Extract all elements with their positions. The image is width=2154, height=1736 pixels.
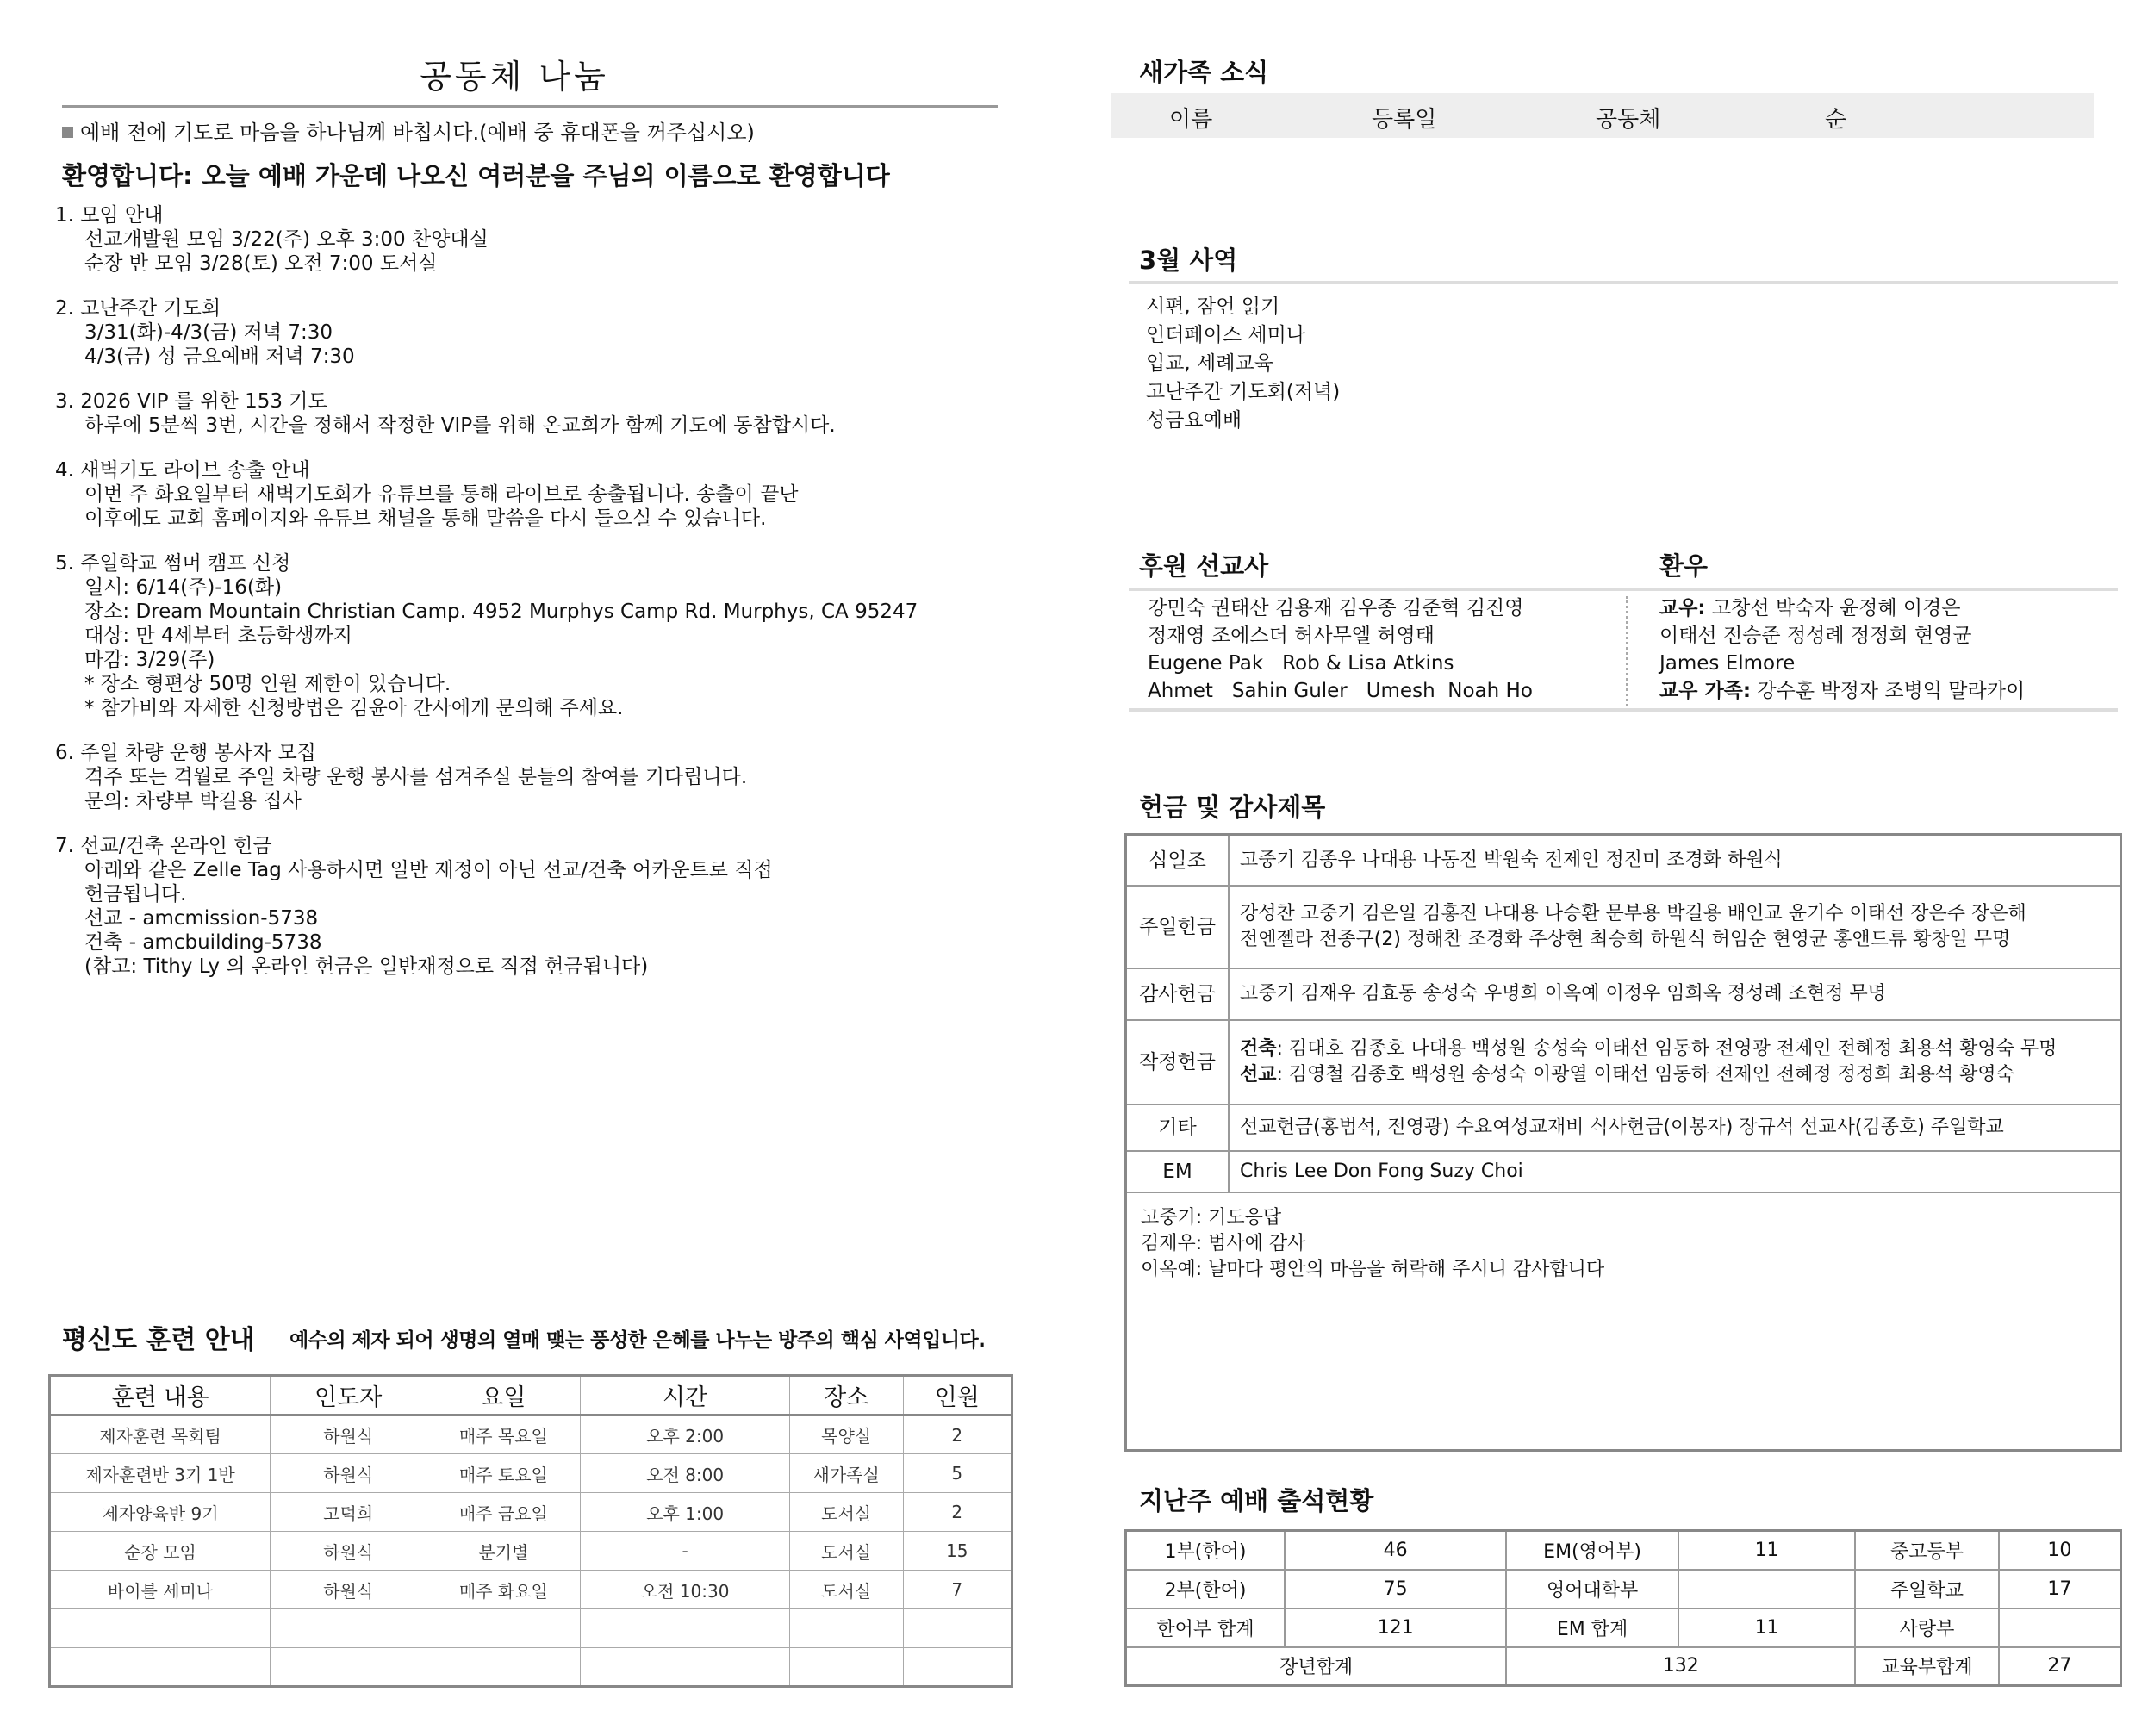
attendance-cell: 1부(한어) <box>1126 1531 1286 1570</box>
missionaries-top-divider <box>1129 588 2118 591</box>
table-row <box>50 1648 1012 1687</box>
list-item: 이옥예: 날마다 평안의 마음을 허락해 주시니 감사합니다 <box>1141 1259 1605 1280</box>
training-cell: 제자훈련 목회팀 <box>50 1416 271 1454</box>
training-cell: 목양실 <box>789 1416 903 1454</box>
announcement-detail: 3/31(화)-4/3(금) 저녁 7:30 <box>84 321 333 344</box>
training-table <box>48 1374 1013 1688</box>
training-cell <box>50 1648 271 1687</box>
square-bullet-icon <box>62 127 73 138</box>
announcement-detail: 헌금됩니다. <box>84 883 187 905</box>
list-item: 시편, 잠언 읽기 <box>1146 296 1280 318</box>
announcement-detail: 일시: 6/14(주)-16(화) <box>84 576 283 599</box>
attendance-cell: 132 <box>1506 1647 1855 1686</box>
new-family-col-name: 이름 <box>1169 107 1213 133</box>
list-item: 정재영 조에스더 허사무엘 허영태 <box>1148 625 1435 647</box>
offering-names: Chris Lee Don Fong Suzy Choi <box>1229 1151 2120 1192</box>
attendance-cell: 11 <box>1678 1531 1855 1570</box>
table-row <box>1127 836 2120 886</box>
announcement-item <box>55 834 1003 979</box>
sick-label: 교우: <box>1659 597 1706 619</box>
attendance-cell: 27 <box>1999 1647 2121 1686</box>
training-cell: 도서실 <box>789 1532 903 1571</box>
missionaries-bottom-divider <box>1129 708 2118 712</box>
offering-names-line <box>1240 1036 2109 1062</box>
attendance-cell: 17 <box>1999 1570 2121 1608</box>
training-cell: 하원식 <box>271 1571 426 1609</box>
list-item: 이태선 전승준 정성례 정정희 현영균 <box>1659 625 1972 647</box>
announcement-detail: (참고: Tithy Ly 의 온라인 헌금은 일반재정으로 직접 헌금됩니다) <box>84 955 649 978</box>
training-header-cell: 시간 <box>581 1376 789 1416</box>
announcement-heading: 5. 주일학교 썸머 캠프 신청 <box>55 552 291 575</box>
table-row <box>50 1571 1012 1609</box>
pledge-mission-names: : 김영철 김종호 백성원 송성숙 이광열 이태선 임동하 전제인 전혜정 정정희 최용석 황영숙 <box>1276 1064 2014 1086</box>
announcement-detail: 선교개발원 모임 3/22(주) 오후 3:00 찬양대실 <box>84 228 489 251</box>
training-header-cell: 인원 <box>903 1376 1012 1416</box>
announcement-item <box>55 203 1003 276</box>
announcement-heading: 2. 고난주간 기도회 <box>55 297 221 320</box>
training-cell <box>581 1609 789 1648</box>
table-row <box>50 1609 1012 1648</box>
announcement-detail: 격주 또는 격월로 주일 차량 운행 봉사를 섬겨주실 분들의 참여를 기다립니다. <box>84 766 748 788</box>
training-cell <box>271 1648 426 1687</box>
list-item: Ahmet Sahin Guler Umesh Noah Ho <box>1148 680 1533 702</box>
offering-names-line: 전엔젤라 전종구(2) 정해찬 조경화 주상현 최승희 하원식 허임순 현영균 홍앤드류 황창일 무명 <box>1240 929 2011 950</box>
offering-names <box>1229 886 2120 968</box>
training-header-cell: 요일 <box>426 1376 581 1416</box>
list-item <box>1659 677 2025 705</box>
table-row <box>1127 1151 2120 1192</box>
table-row <box>50 1493 1012 1532</box>
attendance-cell: 11 <box>1678 1608 1855 1647</box>
list-item: James Elmore <box>1659 652 1796 675</box>
training-cell <box>789 1609 903 1648</box>
announcement-heading: 6. 주일 차량 운행 봉사자 모집 <box>55 742 316 764</box>
training-cell: 매주 화요일 <box>426 1571 581 1609</box>
new-family-col-date: 등록일 <box>1372 107 1437 133</box>
announcement-heading: 3. 2026 VIP 를 위한 153 기도 <box>55 390 327 413</box>
list-item: 인터페이스 세미나 <box>1146 324 1306 346</box>
announcement-detail: * 참가비와 자세한 신청방법은 김윤아 간사에게 문의해 주세요. <box>84 697 624 719</box>
attendance-cell: EM 합계 <box>1506 1608 1678 1647</box>
training-cell: 오전 8:00 <box>581 1454 789 1493</box>
training-cell: 하원식 <box>271 1416 426 1454</box>
title-divider <box>62 105 998 108</box>
announcement-detail: 건축 - amcbuilding-5738 <box>84 931 322 954</box>
sick-names: 강수훈 박정자 조병익 말라카이 <box>1751 680 2026 702</box>
announcement-item <box>55 741 1003 813</box>
training-cell <box>426 1609 581 1648</box>
training-subtitle: 예수의 제자 되어 생명의 열매 맺는 풍성한 은혜를 나누는 방주의 핵심 사역입니다. <box>289 1329 986 1352</box>
announcement-detail: 장소: Dream Mountain Christian Camp. 4952 Murphys Camp Rd. Murphys, CA 95247 <box>84 600 918 623</box>
attendance-cell: 2부(한어) <box>1126 1570 1286 1608</box>
attendance-title: 지난주 예배 출석현황 <box>1139 1486 1374 1515</box>
offering-label: 주일헌금 <box>1127 886 1229 968</box>
training-cell: 분기별 <box>426 1532 581 1571</box>
sick-label: 교우 가족: <box>1659 680 1752 702</box>
training-cell: 7 <box>903 1571 1012 1609</box>
training-cell: 순장 모임 <box>50 1532 271 1571</box>
attendance-cell: 영어대학부 <box>1506 1570 1678 1608</box>
attendance-cell <box>1999 1608 2121 1647</box>
page-title: 공동체 나눔 <box>420 58 609 96</box>
training-cell: 매주 금요일 <box>426 1493 581 1532</box>
training-header-cell: 장소 <box>789 1376 903 1416</box>
training-cell: 제자양육반 9기 <box>50 1493 271 1532</box>
attendance-cell: 사랑부 <box>1855 1608 1999 1647</box>
sick-names: 고창선 박숙자 윤정혜 이경은 <box>1705 597 1961 619</box>
table-row <box>50 1454 1012 1493</box>
list-item: 김재우: 범사에 감사 <box>1141 1233 1306 1254</box>
training-cell: 제자훈련반 3기 1반 <box>50 1454 271 1493</box>
training-cell: 5 <box>903 1454 1012 1493</box>
training-cell <box>903 1609 1012 1648</box>
attendance-cell: 교육부합계 <box>1855 1647 1999 1686</box>
new-family-title: 새가족 소식 <box>1139 58 1269 87</box>
training-title: 평신도 훈련 안내 <box>62 1325 255 1355</box>
announcement-detail: 마감: 3/29(주) <box>84 649 215 671</box>
attendance-cell: 46 <box>1285 1531 1506 1570</box>
table-row <box>1127 968 2120 1020</box>
new-family-col-group: 순 <box>1825 107 1847 133</box>
training-cell <box>581 1648 789 1687</box>
offering-label: EM <box>1127 1151 1229 1192</box>
table-row <box>1127 1104 2120 1151</box>
sick-members-title: 환우 <box>1659 551 1709 581</box>
attendance-table <box>1124 1529 2122 1687</box>
announcement-item <box>55 389 1003 438</box>
announcement-detail: 선교 - amcmission-5738 <box>84 907 319 930</box>
training-cell: 도서실 <box>789 1493 903 1532</box>
offering-label: 십일조 <box>1127 836 1229 886</box>
list-item <box>1659 594 2025 622</box>
list-item: 고난주간 기도회(저녁) <box>1146 381 1341 403</box>
announcement-detail: 아래와 같은 Zelle Tag 사용하시면 일반 재정이 아닌 선교/건축 어카운트로 직접 <box>84 859 773 881</box>
training-cell: 하원식 <box>271 1454 426 1493</box>
prayer-list <box>1127 1193 2120 1295</box>
attendance-cell: 121 <box>1285 1608 1506 1647</box>
announcement-detail: 4/3(금) 성 금요예배 저녁 7:30 <box>84 345 355 368</box>
training-cell: 하원식 <box>271 1532 426 1571</box>
announcement-detail: 순장 반 모임 3/28(토) 오전 7:00 도서실 <box>84 252 438 275</box>
table-row <box>50 1532 1012 1571</box>
announcement-item <box>55 458 1003 531</box>
training-cell: - <box>581 1532 789 1571</box>
worship-note-text: 예배 전에 기도로 마음을 하나님께 바칩시다.(예배 중 휴대폰을 꺼주십시오) <box>80 121 755 145</box>
announcement-item <box>55 296 1003 369</box>
pledge-build-label: 건축 <box>1240 1038 1277 1060</box>
attendance-cell: 장년합계 <box>1126 1647 1507 1686</box>
attendance-cell <box>1678 1570 1855 1608</box>
training-cell: 15 <box>903 1532 1012 1571</box>
sick-members-list <box>1659 594 2025 705</box>
training-cell: 고덕희 <box>271 1493 426 1532</box>
offering-label: 감사헌금 <box>1127 968 1229 1020</box>
attendance-cell: 한어부 합계 <box>1126 1608 1286 1647</box>
march-ministry-title: 3월 사역 <box>1139 246 1238 275</box>
missionaries-title: 후원 선교사 <box>1139 551 1269 581</box>
list-item: 입교, 세례교육 <box>1146 352 1273 375</box>
table-row <box>1127 886 2120 968</box>
pledge-mission-label: 선교 <box>1240 1064 1277 1086</box>
list-item: Eugene Pak Rob & Lisa Atkins <box>1148 652 1454 675</box>
announcement-heading: 4. 새벽기도 라이브 송출 안내 <box>55 459 310 482</box>
offering-names: 선교헌금(홍범석, 전영광) 수요여성교재비 식사헌금(이봉자) 장규석 선교사(김종호) 주일학교 <box>1229 1104 2120 1151</box>
training-header-cell: 훈련 내용 <box>50 1376 271 1416</box>
training-cell: 매주 목요일 <box>426 1416 581 1454</box>
announcement-item <box>55 551 1003 720</box>
offering-label: 작정헌금 <box>1127 1020 1229 1104</box>
list-item: 고중기: 기도응답 <box>1141 1207 1282 1229</box>
table-row <box>1127 1020 2120 1104</box>
new-family-col-community: 공동체 <box>1596 107 1661 133</box>
training-cell <box>903 1648 1012 1687</box>
pledge-build-names: : 김대호 김종호 나대용 백성원 송성숙 이태선 임동하 전영광 전제인 전혜정 최용석 황영숙 무명 <box>1276 1038 2058 1060</box>
announcement-detail: 하루에 5분씩 3번, 시간을 정해서 작정한 VIP를 위해 온교회가 함께 기도에 동참합시다. <box>84 414 836 437</box>
announcement-detail: 문의: 차량부 박길용 집사 <box>84 790 302 812</box>
attendance-cell: 10 <box>1999 1531 2121 1570</box>
announcement-detail: * 장소 형편상 50명 인원 제한이 있습니다. <box>84 673 451 695</box>
training-cell <box>271 1609 426 1648</box>
attendance-cell: 중고등부 <box>1855 1531 1999 1570</box>
table-row <box>1126 1647 2121 1686</box>
offering-title: 헌금 및 감사제목 <box>1139 793 1326 822</box>
training-cell: 매주 토요일 <box>426 1454 581 1493</box>
worship-note <box>62 115 755 146</box>
march-divider <box>1129 281 2118 284</box>
table-row <box>1126 1531 2121 1570</box>
announcement-detail: 이후에도 교회 홈페이지와 유튜브 채널을 통해 말씀을 다시 들으실 수 있습니다. <box>84 507 767 530</box>
missionaries-list <box>1148 594 1533 705</box>
announcement-heading: 1. 모임 안내 <box>55 204 164 227</box>
offering-names: 고중기 김재우 김효동 송성숙 우명희 이옥예 이정우 임희옥 정성례 조현정 무명 <box>1229 968 2120 1020</box>
training-cell <box>426 1648 581 1687</box>
announcement-heading: 7. 선교/건축 온라인 헌금 <box>55 835 272 857</box>
list-item: 강민숙 권태산 김용재 김우종 김준혁 김진영 <box>1148 597 1524 619</box>
attendance-cell: EM(영어부) <box>1506 1531 1678 1570</box>
announcement-detail: 이번 주 화요일부터 새벽기도회가 유튜브를 통해 라이브로 송출됩니다. 송출이 끝난 <box>84 483 799 506</box>
training-header-row <box>50 1376 1012 1416</box>
training-cell: 도서실 <box>789 1571 903 1609</box>
list-item: 성금요예배 <box>1146 409 1242 432</box>
welcome-message: 환영합니다: 오늘 예배 가운데 나오신 여러분을 주님의 이름으로 환영합니다 <box>62 161 890 190</box>
table-row <box>1126 1570 2121 1608</box>
offering-label: 기타 <box>1127 1104 1229 1151</box>
training-header-cell: 인도자 <box>271 1376 426 1416</box>
training-cell: 오후 2:00 <box>581 1416 789 1454</box>
training-cell <box>789 1648 903 1687</box>
training-cell: 오후 1:00 <box>581 1493 789 1532</box>
attendance-cell: 주일학교 <box>1855 1570 1999 1608</box>
table-row <box>1126 1608 2121 1647</box>
offering-names-line: 강성찬 고중기 김은일 김홍진 나대용 나승환 문부용 박길용 배인교 윤기수 이태선 장은주 장은해 <box>1240 903 2026 924</box>
announcement-detail: 대상: 만 4세부터 초등학생까지 <box>84 625 352 647</box>
table-row <box>50 1416 1012 1454</box>
offering-table <box>1127 836 2120 1193</box>
training-cell: 오전 10:30 <box>581 1571 789 1609</box>
training-cell: 바이블 세미나 <box>50 1571 271 1609</box>
dotted-column-divider <box>1626 596 1628 706</box>
announcement-list <box>55 203 1003 999</box>
training-cell <box>50 1609 271 1648</box>
offering-names: 고중기 김종우 나대용 나동진 박원숙 전제인 정진미 조경화 하원식 <box>1229 836 2120 886</box>
training-cell: 새가족실 <box>789 1454 903 1493</box>
training-cell: 2 <box>903 1416 1012 1454</box>
attendance-cell: 75 <box>1285 1570 1506 1608</box>
training-cell: 2 <box>903 1493 1012 1532</box>
march-ministry-list <box>1146 293 1340 435</box>
offering-names <box>1229 1020 2120 1104</box>
offering-names-line <box>1240 1062 2109 1088</box>
offering-box <box>1124 833 2122 1452</box>
